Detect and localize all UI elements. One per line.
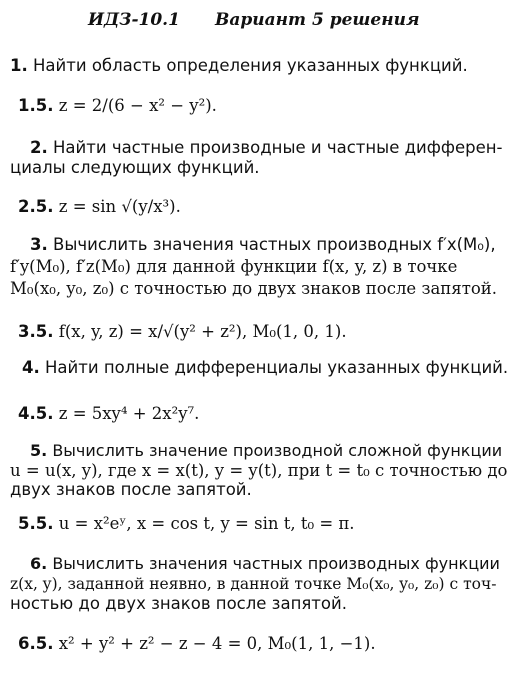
task-6-line-3 <box>10 594 347 614</box>
example-2-5 <box>18 197 181 217</box>
example-2-5-formula: z = sin √(y/x³). <box>58 197 181 216</box>
example-3-5-number: 3.5. <box>18 322 54 341</box>
task-6-number: 6. <box>30 554 48 573</box>
task-2-text-line-1: Найти частные производные и частные дифферен- <box>53 138 503 157</box>
task-3-number: 3. <box>30 235 48 254</box>
task-6-line-1 <box>30 554 500 574</box>
task-6-text-line-1: Вычислить значения частных производных функции <box>52 554 500 573</box>
example-1-5-number: 1.5. <box>18 96 54 115</box>
task-3-text-line-1: Вычислить значения частных производных f′x(M₀), <box>53 235 496 254</box>
task-6-line-2 <box>10 574 496 594</box>
task-4 <box>22 358 508 378</box>
task-5-number: 5. <box>30 441 48 460</box>
task-4-number: 4. <box>22 358 40 377</box>
task-6-text-line-2: z(x, y), заданной неявно, в данной точке M₀(x₀, y₀, z₀) с точ- <box>10 575 497 593</box>
assignment-title: ИДЗ-10.1 <box>88 10 180 30</box>
task-5-line-2 <box>10 461 507 481</box>
example-1-5-formula: z = 2/(6 − x² − y²). <box>58 96 217 115</box>
example-1-5 <box>18 96 217 116</box>
example-3-5 <box>18 322 347 342</box>
task-3-line-3 <box>10 279 497 299</box>
task-3-line-2 <box>10 257 457 277</box>
task-3-line-1 <box>30 235 496 255</box>
task-5-text-line-3: двух знаков после запятой. <box>10 480 252 499</box>
example-6-5 <box>18 634 376 654</box>
task-2-number: 2. <box>30 138 48 157</box>
example-3-5-formula: f(x, y, z) = x/√(y² + z²), M₀(1, 0, 1). <box>58 322 347 341</box>
example-5-5-number: 5.5. <box>18 514 54 533</box>
task-1 <box>10 56 480 76</box>
task-6-text-line-3: ностью до двух знаков после запятой. <box>10 594 347 613</box>
task-1-number: 1. <box>10 56 28 75</box>
task-5-text-line-1: Вычислить значение производной сложной функции <box>52 441 503 460</box>
task-2-text-line-2: циалы следующих функций. <box>10 158 260 177</box>
task-3-text-line-2: f′y(M₀), f′z(M₀) для данной функции f(x, y, z) в точке <box>10 257 458 276</box>
example-6-5-formula: x² + y² + z² − z − 4 = 0, M₀(1, 1, −1). <box>58 634 376 653</box>
example-5-5-formula: u = x²eʸ, x = cos t, y = sin t, t₀ = π. <box>58 514 355 533</box>
task-5-line-3 <box>10 480 252 500</box>
example-2-5-number: 2.5. <box>18 197 54 216</box>
task-1-text: Найти область определения указанных функций. <box>33 56 468 75</box>
example-4-5-formula: z = 5xy⁴ + 2x²y⁷. <box>58 404 200 423</box>
task-2-line-2 <box>10 158 260 178</box>
example-6-5-number: 6.5. <box>18 634 54 653</box>
example-5-5 <box>18 514 355 534</box>
task-5-line-1 <box>30 441 502 461</box>
task-5-text-line-2: u = u(x, y), где x = x(t), y = y(t), при t = t₀ с точностью до <box>10 461 508 480</box>
example-4-5-number: 4.5. <box>18 404 54 423</box>
task-2-line-1 <box>30 138 502 158</box>
task-4-text: Найти полные дифференциалы указанных функций. <box>45 358 509 377</box>
task-3-text-line-3: M₀(x₀, y₀, z₀) с точностью до двух знаков после запятой. <box>10 279 497 298</box>
variant-title: Вариант 5 решения <box>215 10 420 30</box>
example-4-5 <box>18 404 199 424</box>
